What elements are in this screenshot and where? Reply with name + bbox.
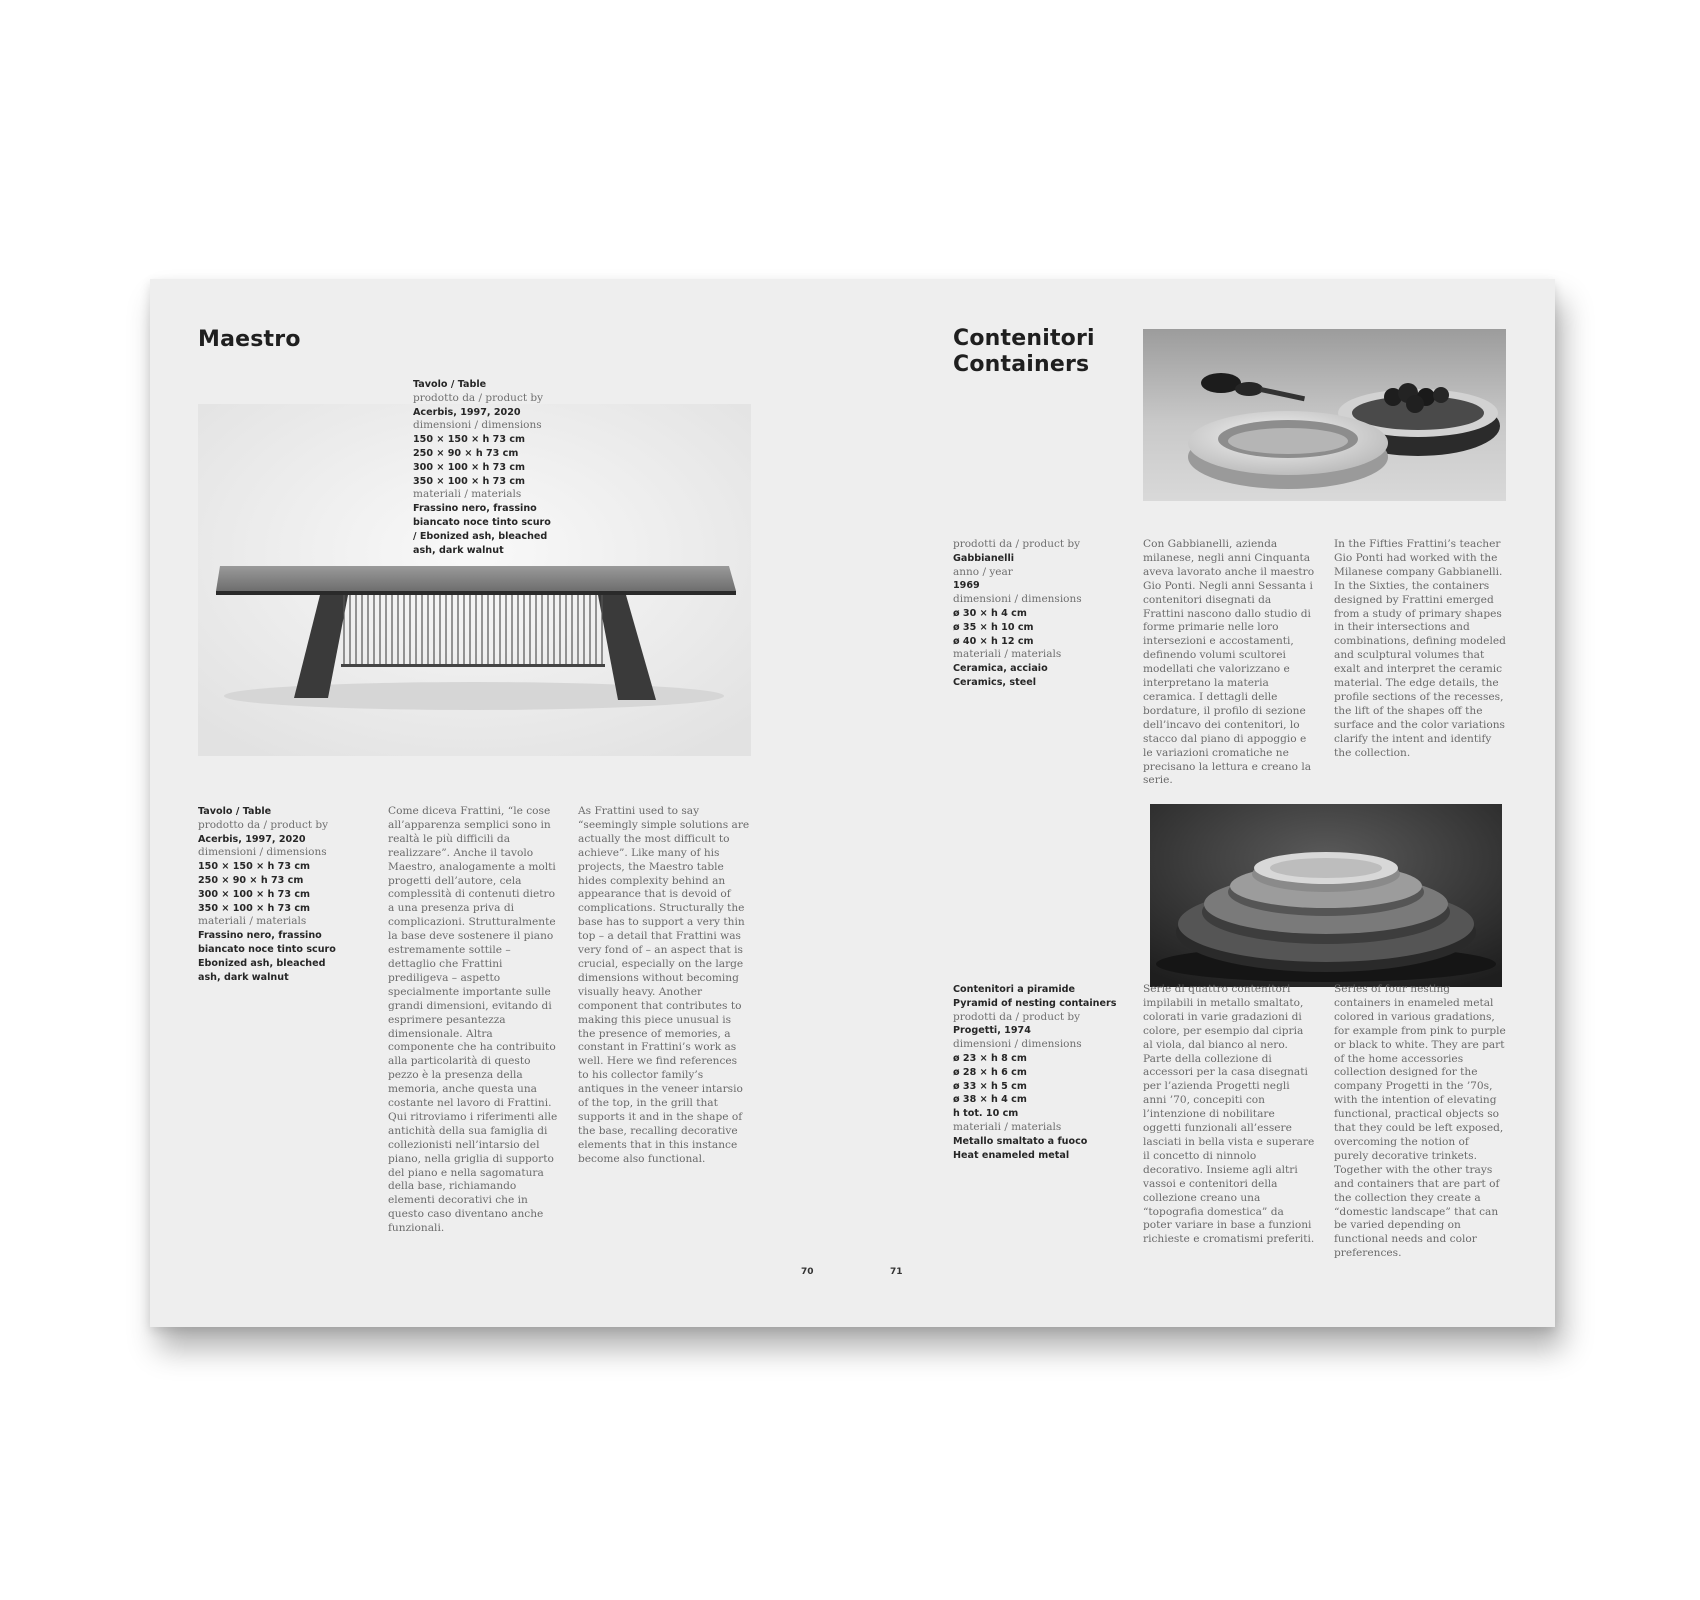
s2-materials-label: materiali / materials <box>953 1120 1062 1133</box>
maestro-english-text: As Frattini used to say “seemingly simple solutions are actually the most difficult to achieve”. Like many of his projects, the Maestro table hides complexity behind an appearance that is devoid of complications. Structurally the base has to support a very thin top – a detail that Frattini was very fond of – an aspect that is crucial, especially on the large dimensions without becoming visually heavy. Another component that contributes to making this piece unusual is the presence of memories, a constant in Frattini’s work as well. Here we find references to his collector family’s antiques in the veneer intarsio of the top, in the grill that supports it and in the shape of the base, recalling decorative elements that in this instance become also functional. <box>578 805 750 1165</box>
s1-year-value: 1969 <box>953 580 980 592</box>
overlay-dimensions-label: dimensioni / dimensions <box>413 419 542 432</box>
meta-producer-label: prodotto da / product by <box>198 818 329 831</box>
meta-producer-value: Acerbis, 1997, 2020 <box>198 833 306 845</box>
s2-name-it: Contenitori a piramide <box>953 984 1076 995</box>
page-title-maestro: Maestro <box>198 327 301 352</box>
s2-dimensions-label: dimensioni / dimensions <box>953 1038 1082 1051</box>
title-english: Containers <box>953 352 1090 377</box>
overlay-producer-value: Acerbis, 1997, 2020 <box>413 406 521 418</box>
s2-producer-value: Progetti, 1974 <box>953 1025 1031 1037</box>
meta-dimensions-label: dimensioni / dimensions <box>198 846 327 859</box>
maestro-overlay-meta <box>413 378 573 557</box>
s2-producer-label: prodotti da / product by <box>953 1010 1081 1023</box>
s1-producer-value: Gabbianelli <box>953 552 1015 564</box>
s1-dimension: ø 30 × h 4 cm <box>953 607 1027 619</box>
s1-material: Ceramics, steel <box>953 676 1037 688</box>
overlay-material: Frassino nero, frassino <box>413 503 537 515</box>
meta-dimension: 150 × 150 × h 73 cm <box>198 861 311 873</box>
meta-dimension: 250 × 90 × h 73 cm <box>198 874 304 886</box>
overlay-material: biancato noce tinto scuro <box>413 516 551 528</box>
meta-material: ash, dark walnut <box>198 971 289 983</box>
s2-dimension: h tot. 10 cm <box>953 1108 1019 1120</box>
s2-dimension: ø 33 × h 5 cm <box>953 1080 1027 1092</box>
gabbianelli-containers-photo <box>1143 329 1506 501</box>
overlay-dimension: 350 × 100 × h 73 cm <box>413 475 526 487</box>
page-number-right: 71 <box>890 1267 903 1277</box>
meta-material: Ebonized ash, bleached <box>198 957 326 969</box>
overlay-material: ash, dark walnut <box>413 544 504 556</box>
overlay-dimension: 300 × 100 × h 73 cm <box>413 461 526 473</box>
pyramid-italian-text: Serie di quattro contenitori impilabili in metallo smaltato, colorati in varie gradazioni di colore, per esempio dal cipria al viola, dal bianco al nero. Parte della collezione di accessori per la casa disegnati per l’azienda Progetti negli anni ’70, concepiti con l’intenzione di nobilitare oggetti funzionali all’essere lasciati in bella vista e superare il concetto di ninnolo decorativo. Insieme agli altri vassoi e contenitori della collezione creano una “topografia domestica” da poter variare in base a funzioni richieste e cromatismi preferiti. <box>1143 983 1315 1246</box>
s1-producer-label: prodotti da / product by <box>953 538 1081 550</box>
meta-dimension: 350 × 100 × h 73 cm <box>198 902 311 914</box>
overlay-type: Tavolo / Table <box>413 379 487 390</box>
meta-type: Tavolo / Table <box>198 806 272 817</box>
overlay-dimension: 250 × 90 × h 73 cm <box>413 447 519 459</box>
s2-dimension: ø 28 × h 6 cm <box>953 1066 1027 1078</box>
page-title-containers <box>953 326 1095 378</box>
maestro-meta <box>198 805 368 984</box>
gabbianelli-english-text: In the Fifties Frattini’s teacher Gio Ponti had worked with the Milanese company Gabbianelli. In the Sixties, the containers designed by Frattini emerged from a study of primary shapes in their intersections and combinations, defining modeled and sculptural volumes that exalt and interpret the ceramic material. The edge details, the profile sections of the recesses, the lift of the shapes off the surface and the color variations clarify the intent and identify the collection. <box>1334 538 1506 759</box>
meta-materials-label: materiali / materials <box>198 915 307 928</box>
s1-materials-label: materiali / materials <box>953 648 1062 661</box>
maestro-italian-text: Come diceva Frattini, “le cose all’apparenza semplici sono in realtà le più difficili da realizzare”. Anche il tavolo Maestro, analogamente a molti progetti dell’autore, cela complessità di contenuti dietro a una presenza priva di complicazioni. Strutturalmente la base deve sostenere il piano estremamente sottile – dettaglio che Frattini prediligeva – aspetto specialmente importante sulle grandi dimensioni, evitando di esprimere pesantezza dimensionale. Altra componente che ha contribuito alla particolarità di questo pezzo è la presenza della memoria, anche questa una costante nel lavoro di Frattini. Qui ritroviamo i riferimenti alle antichità della sua famiglia di collezionisti nell’intarsio del piano, nella griglia di supporto del piano e nella sagomatura della base, richiamando elementi decorativi che in questo caso diventano anche funzionali. <box>388 805 558 1235</box>
pyramid-english-text: Series of four nesting containers in enameled metal colored in various gradations, for example from pink to purple or black to white. They are part of the home accessories collection designed for the company Progetti in the ’70s, with the intention of elevating functional, practical objects so that they could be left exposed, overcoming the notion of purely decorative trinkets. Together with the other trays and containers that are part of the collection they create a “domestic landscape” that can be varied depending on functional needs and color preferences. <box>1334 983 1506 1260</box>
s2-dimension: ø 38 × h 4 cm <box>953 1094 1027 1106</box>
title-italian: Contenitori <box>953 326 1095 351</box>
pyramid-containers-photo <box>1150 804 1502 987</box>
page-number-left: 70 <box>801 1267 814 1277</box>
pyramid-meta <box>953 983 1128 1162</box>
s2-material: Heat enameled metal <box>953 1149 1070 1161</box>
overlay-dimension: 150 × 150 × h 73 cm <box>413 434 526 446</box>
s2-material: Metallo smaltato a fuoco <box>953 1135 1088 1147</box>
overlay-materials-label: materiali / materials <box>413 488 522 501</box>
overlay-producer-label: prodotto da / product by <box>413 391 544 404</box>
meta-material: Frassino nero, frassino <box>198 930 322 942</box>
s1-dimensions-label: dimensioni / dimensions <box>953 593 1082 606</box>
s1-year-label: anno / year <box>953 565 1013 578</box>
s2-dimension: ø 23 × h 8 cm <box>953 1052 1027 1064</box>
s1-dimension: ø 35 × h 10 cm <box>953 621 1034 633</box>
gabbianelli-meta <box>953 538 1113 690</box>
book-spread <box>150 279 1555 1327</box>
s1-dimension: ø 40 × h 12 cm <box>953 635 1034 647</box>
s2-name-en: Pyramid of nesting containers <box>953 997 1117 1009</box>
meta-material: biancato noce tinto scuro <box>198 943 336 955</box>
s1-material: Ceramica, acciaio <box>953 663 1048 675</box>
overlay-material: / Ebonized ash, bleached <box>413 530 548 542</box>
gabbianelli-italian-text: Con Gabbianelli, azienda milanese, negli anni Cinquanta aveva lavorato anche il maestro Gio Ponti. Negli anni Sessanta i contenitori disegnati da Frattini nascono dallo studio di forme primarie nelle loro intersezioni e accostamenti, definendo volumi scultorei modellati che valorizzano e interpretano la materia ceramica. I dettagli delle bordature, il profilo di sezione dell’incavo dei contenitori, lo stacco dal piano di appoggio e le variazioni cromatiche ne precisano la lettura e creano la serie. <box>1143 538 1315 787</box>
meta-dimension: 300 × 100 × h 73 cm <box>198 888 311 900</box>
